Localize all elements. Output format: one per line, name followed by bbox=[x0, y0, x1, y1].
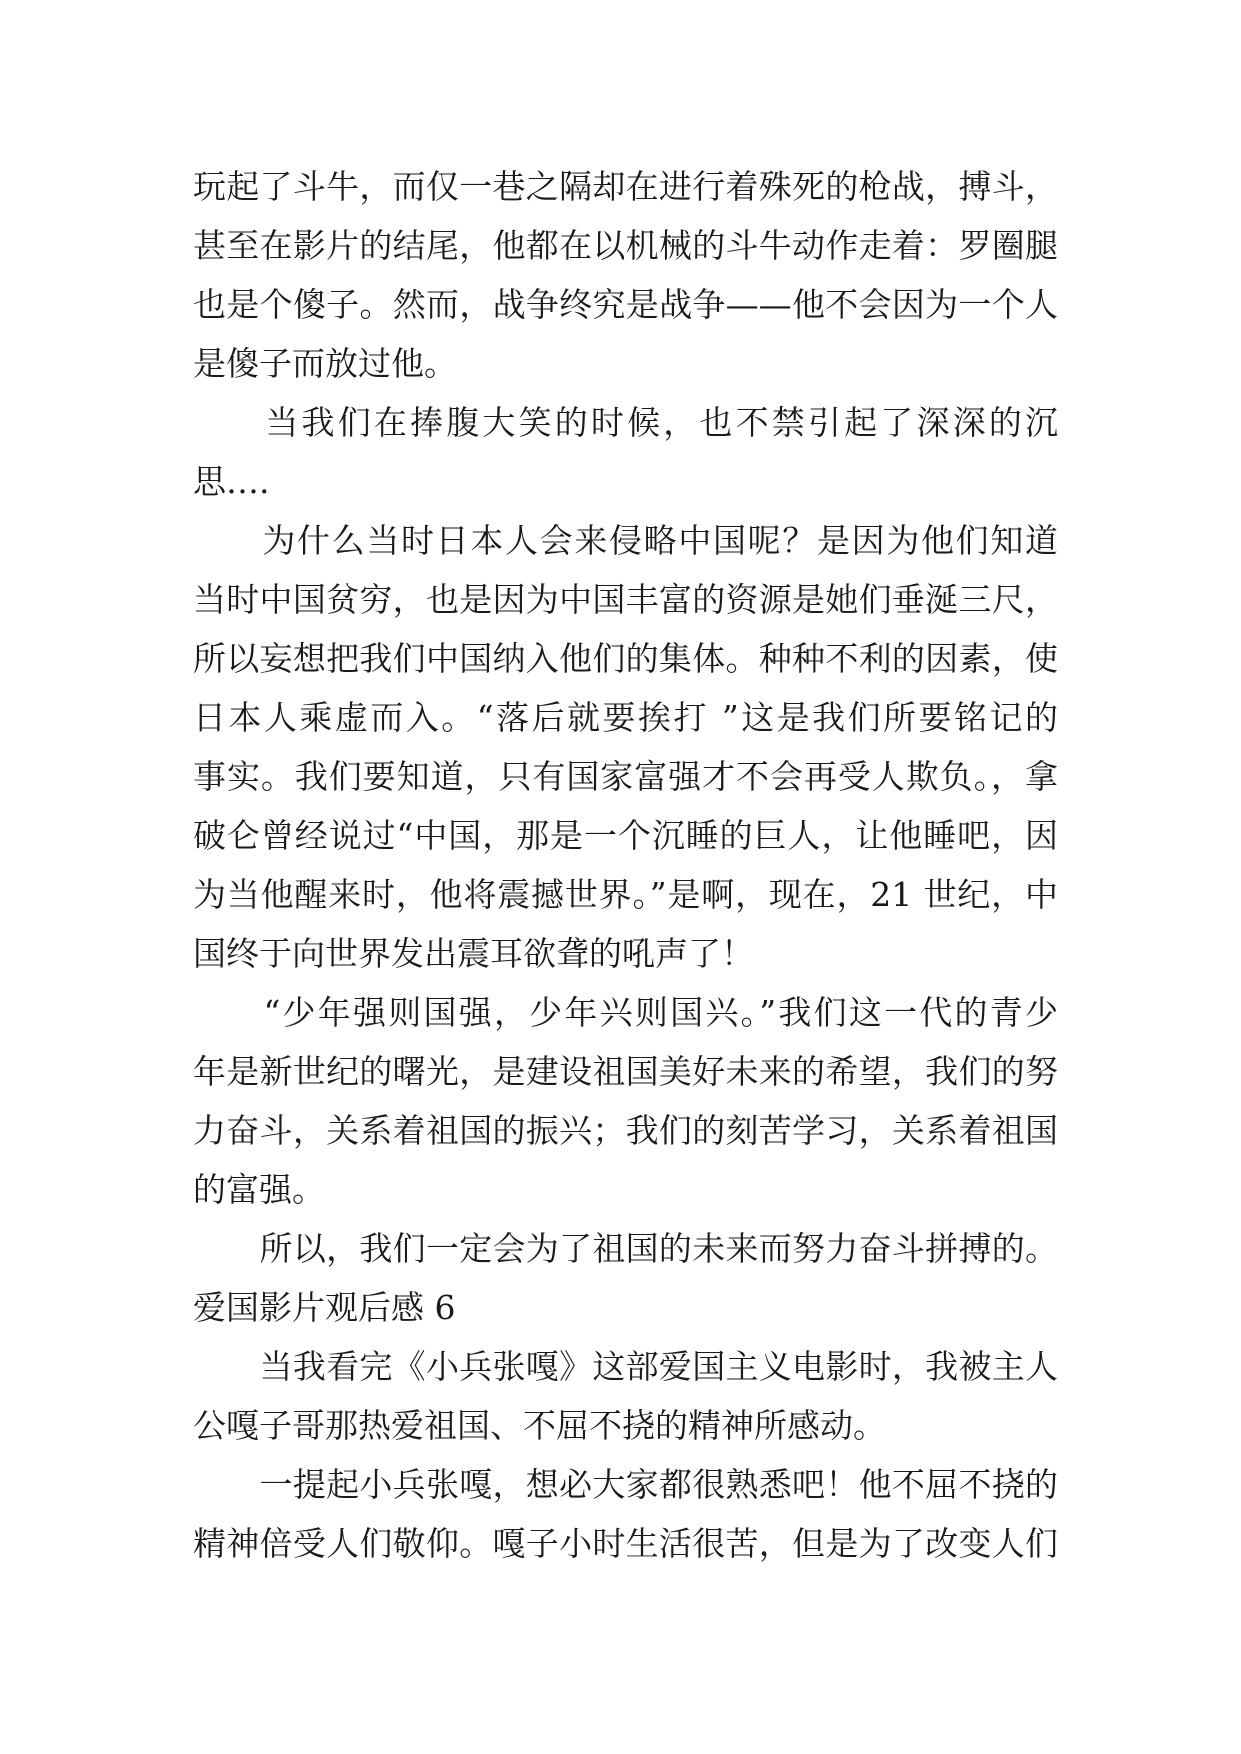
text-line: 年是新世纪的曙光，是建设祖国美好未来的希望，我们的努 bbox=[193, 1052, 1058, 1091]
text-line: 日本人乘虚而入。“落后就要挨打 ”这是我们所要铭记的 bbox=[193, 698, 1058, 737]
text-line: 为当他醒来时，他将震撼世界。”是啊，现在，21 世纪，中 bbox=[193, 875, 1058, 914]
text-line: 当我们在捧腹大笑的时候，也不禁引起了深深的沉 bbox=[193, 403, 1058, 442]
text-line: 力奋斗，关系着祖国的振兴；我们的刻苦学习，关系着祖国 bbox=[193, 1111, 1058, 1150]
text-line: 当我看完《小兵张嘎》这部爱国主义电影时，我被主人 bbox=[193, 1347, 1058, 1386]
text-line: 当时中国贫穷，也是因为中国丰富的资源是她们垂涎三尺， bbox=[193, 580, 1058, 619]
document-body bbox=[193, 157, 1058, 1573]
text-line: 所以，我们一定会为了祖国的未来而努力奋斗拼搏的。 bbox=[193, 1229, 1058, 1268]
text-line: 是傻子而放过他。 bbox=[193, 344, 457, 383]
text-line: 国终于向世界发出震耳欲聋的吼声了！ bbox=[193, 934, 754, 973]
text-line: 思…. bbox=[193, 462, 270, 501]
text-line: 精神倍受人们敬仰。嘎子小时生活很苦，但是为了改变人们 bbox=[193, 1524, 1058, 1563]
text-line: 也是个傻子。然而，战争终究是战争——他不会因为一个人 bbox=[193, 285, 1058, 324]
text-line: 的富强。 bbox=[193, 1170, 325, 1209]
text-line: 爱国影片观后感 6 bbox=[193, 1288, 456, 1327]
text-line: 为什么当时日本人会来侵略中国呢？是因为他们知道 bbox=[193, 521, 1058, 560]
text-line: 甚至在影片的结尾，他都在以机械的斗牛动作走着：罗圈腿 bbox=[193, 226, 1058, 265]
text-line: 玩起了斗牛，而仅一巷之隔却在进行着殊死的枪战，搏斗， bbox=[193, 167, 1058, 206]
text-line: 一提起小兵张嘎，想必大家都很熟悉吧！他不屈不挠的 bbox=[193, 1465, 1058, 1504]
text-line: 所以妄想把我们中国纳入他们的集体。种种不利的因素，使 bbox=[193, 639, 1058, 678]
text-line: “少年强则国强，少年兴则国兴。”我们这一代的青少 bbox=[193, 993, 1058, 1032]
text-line: 破仑曾经说过“中国，那是一个沉睡的巨人，让他睡吧，因 bbox=[193, 816, 1058, 855]
text-line: 事实。我们要知道，只有国家富强才不会再受人欺负。，拿 bbox=[193, 757, 1058, 796]
text-line: 公嘎子哥那热爱祖国、不屈不挠的精神所感动。 bbox=[193, 1406, 886, 1445]
